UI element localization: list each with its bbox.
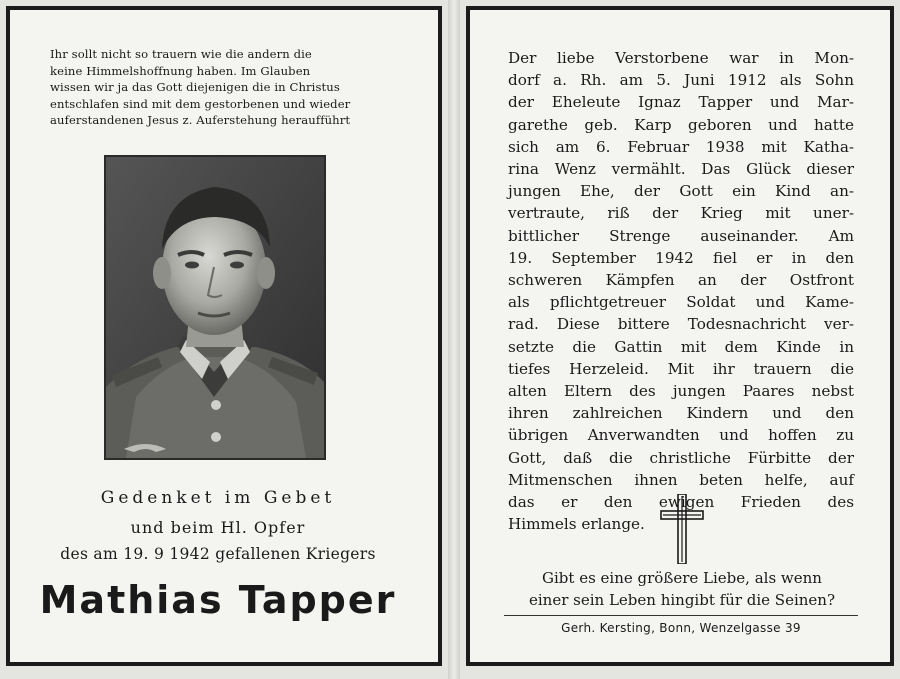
bio-line: Himmels erlange.: [508, 515, 645, 534]
memorial-heading: Gedenket im Gebet: [100, 488, 336, 508]
closing-quote: [506, 567, 858, 611]
bio-line: rina Wenz vermählt. Das Glück dieser: [508, 160, 854, 179]
bio-line: rad. Diese bittere Todesnachricht ver-: [508, 315, 854, 334]
memorial-subheading: und beim Hl. Opfer: [130, 518, 306, 537]
bio-line: jungen Ehe, der Gott ein Kind an-: [508, 182, 854, 201]
verse-line: Ihr sollt nicht so trauern wie die andern die: [50, 47, 312, 61]
bio-line: alten Eltern des jungen Paares nebst: [508, 382, 854, 401]
verse-line: keine Himmelshoffnung haben. Im Glauben: [50, 63, 311, 78]
quote-line: einer sein Leben hingibt für die Seinen?: [529, 591, 835, 609]
bible-verse: [50, 46, 390, 129]
bio-line: setzte die Gattin mit dem Kinde in: [508, 337, 854, 356]
printer-imprint: Gerh. Kersting, Bonn, Wenzelgasse 39: [561, 621, 801, 635]
deceased-name: Mathias Tapper: [39, 578, 397, 622]
bio-line: dorf a. Rh. am 5. Juni 1912 als Sohn: [508, 71, 854, 90]
bio-line: das er den ewigen Frieden des: [508, 493, 854, 512]
biography-text: [508, 47, 854, 535]
bio-line: übrigen Anverwandten und hoffen zu: [508, 426, 854, 445]
divider: [504, 615, 858, 616]
verse-line: entschlafen sind mit dem gestorbenen und wieder: [50, 96, 351, 111]
bio-line: als pflichtgetreuer Soldat und Kame-: [508, 293, 854, 312]
soldier-portrait-photo: [104, 155, 326, 460]
bio-line: schweren Kämpfen an der Ostfront: [508, 271, 854, 290]
bio-line: 19. September 1942 fiel er in den: [508, 248, 854, 267]
bio-line: vertraute, riß der Krieg mit uner-: [508, 204, 854, 223]
latin-cross-icon: [660, 494, 704, 568]
bio-line: garethe geb. Karp geboren und hatte: [508, 115, 854, 134]
quote-line: Gibt es eine größere Liebe, als wenn: [542, 569, 822, 587]
card-fold: [448, 0, 460, 679]
bio-line: Der liebe Verstorbene war in Mon-: [508, 49, 854, 67]
bio-line: tiefes Herzeleid. Mit ihr trauern die: [508, 359, 854, 378]
bio-line: Mitmenschen ihnen beten helfe, auf: [508, 470, 854, 489]
bio-line: ihren zahlreichen Kindern und den: [508, 404, 854, 423]
bio-line: Gott, daß die christliche Fürbitte der: [508, 448, 854, 467]
bio-line: bittlicher Strenge auseinander. Am: [508, 226, 854, 245]
verse-line: auferstandenen Jesus z. Auferstehung heraufführt: [50, 113, 351, 128]
bio-line: der Eheleute Ignaz Tapper und Mar-: [508, 93, 854, 112]
fallen-date-line: des am 19. 9 1942 gefallenen Kriegers: [60, 545, 376, 563]
verse-line: wissen wir ja das Gott diejenigen die in Christus: [50, 80, 340, 95]
bio-line: sich am 6. Februar 1938 mit Katha-: [508, 137, 854, 156]
